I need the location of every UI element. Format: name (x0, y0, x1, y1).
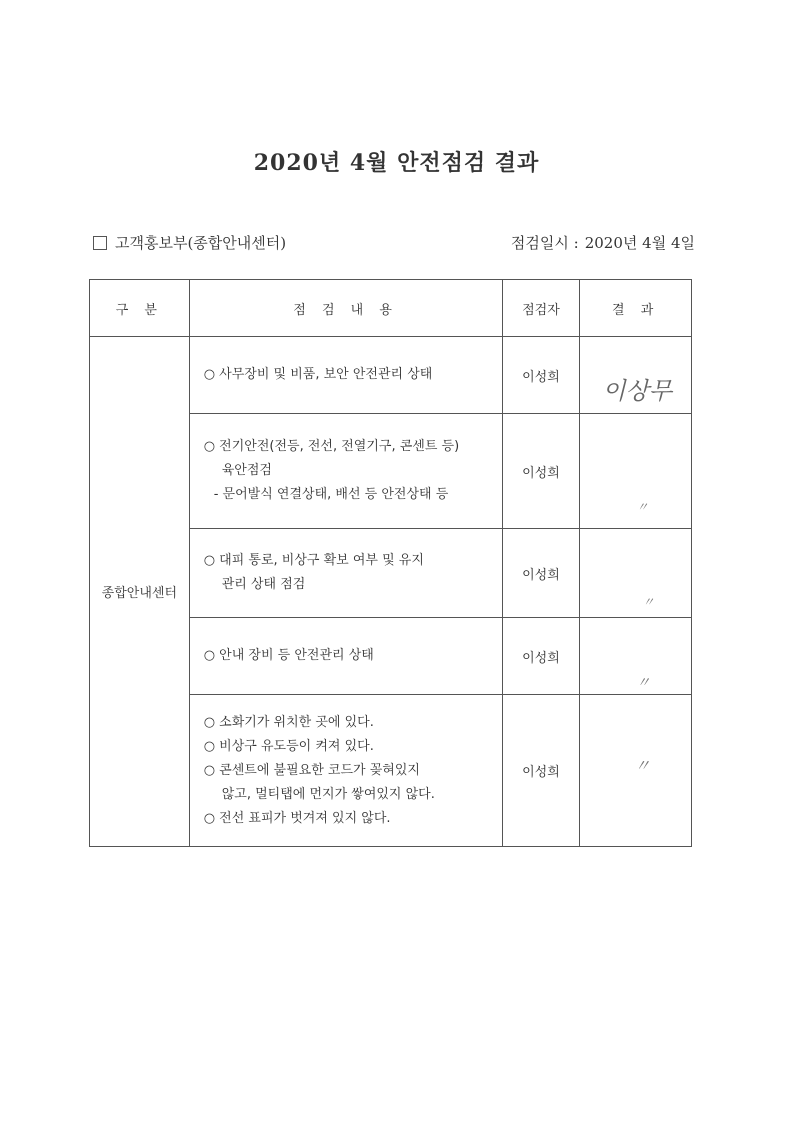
inspection-date-label: 점검일시 : (510, 234, 579, 252)
header-inspector: 점검자 (502, 280, 580, 337)
checkbox-icon (93, 236, 107, 250)
content-line: 않고, 멀티탭에 먼지가 쌓여있지 않다. (221, 786, 435, 802)
inspector-cell: 이성희 (502, 414, 580, 529)
header-content: 점 검 내 용 (189, 280, 502, 337)
content-cell (189, 414, 502, 529)
inspector-cell: 이성희 (502, 337, 580, 414)
page-title: 2020년 4월 안전점검 결과 (253, 150, 540, 176)
department-line (93, 232, 286, 253)
result-signature: 이상무 (602, 377, 672, 405)
result-ditto-mark: 〃 (634, 756, 651, 775)
content-line: ○ 안내 장비 등 안전관리 상태 (203, 648, 374, 663)
content-line: ○ 소화기가 위치한 곳에 있다. (203, 714, 374, 730)
inspector-cell: 이성희 (502, 618, 580, 695)
content-line: - 문어발식 연결상태, 배선 등 안전상태 등 (213, 487, 449, 502)
content-line: ○ 비상구 유도등이 켜져 있다. (203, 738, 374, 754)
result-ditto-mark: 〃 (636, 500, 649, 514)
inspector-cell: 이성희 (502, 529, 580, 618)
result-cell (580, 414, 692, 529)
result-ditto-mark: 〃 (642, 595, 655, 609)
header-category: 구 분 (90, 280, 190, 337)
content-line: ○ 전기안전(전등, 전선, 전열기구, 콘센트 등) (203, 439, 460, 454)
result-ditto-mark: 〃 (636, 675, 651, 691)
inspection-date-line (505, 232, 695, 253)
table-row (90, 337, 692, 414)
result-cell (580, 618, 692, 695)
result-cell (580, 337, 692, 414)
content-cell (189, 529, 502, 618)
result-cell (580, 695, 692, 847)
content-cell (189, 695, 502, 847)
table-header-row (90, 280, 692, 337)
result-cell (580, 529, 692, 618)
content-cell (189, 618, 502, 695)
content-line: ○ 전선 표피가 벗겨져 있지 않다. (203, 810, 391, 826)
content-line: ○ 사무장비 및 비품, 보안 안전관리 상태 (203, 367, 433, 382)
content-line: ○ 콘센트에 불필요한 코드가 꽂혀있지 (203, 762, 420, 778)
inspection-table (89, 279, 692, 847)
content-line: 육안점검 (221, 463, 272, 478)
inspection-date-value: 2020년 4월 4일 (584, 234, 695, 252)
content-line: 관리 상태 점검 (221, 577, 306, 592)
category-cell: 종합안내센터 (90, 337, 190, 847)
inspector-cell: 이성희 (502, 695, 580, 847)
content-line: ○ 대피 통로, 비상구 확보 여부 및 유지 (203, 553, 424, 568)
header-result: 결 과 (580, 280, 692, 337)
content-cell (189, 337, 502, 414)
department-name: 고객홍보부(종합안내센터) (115, 234, 287, 252)
